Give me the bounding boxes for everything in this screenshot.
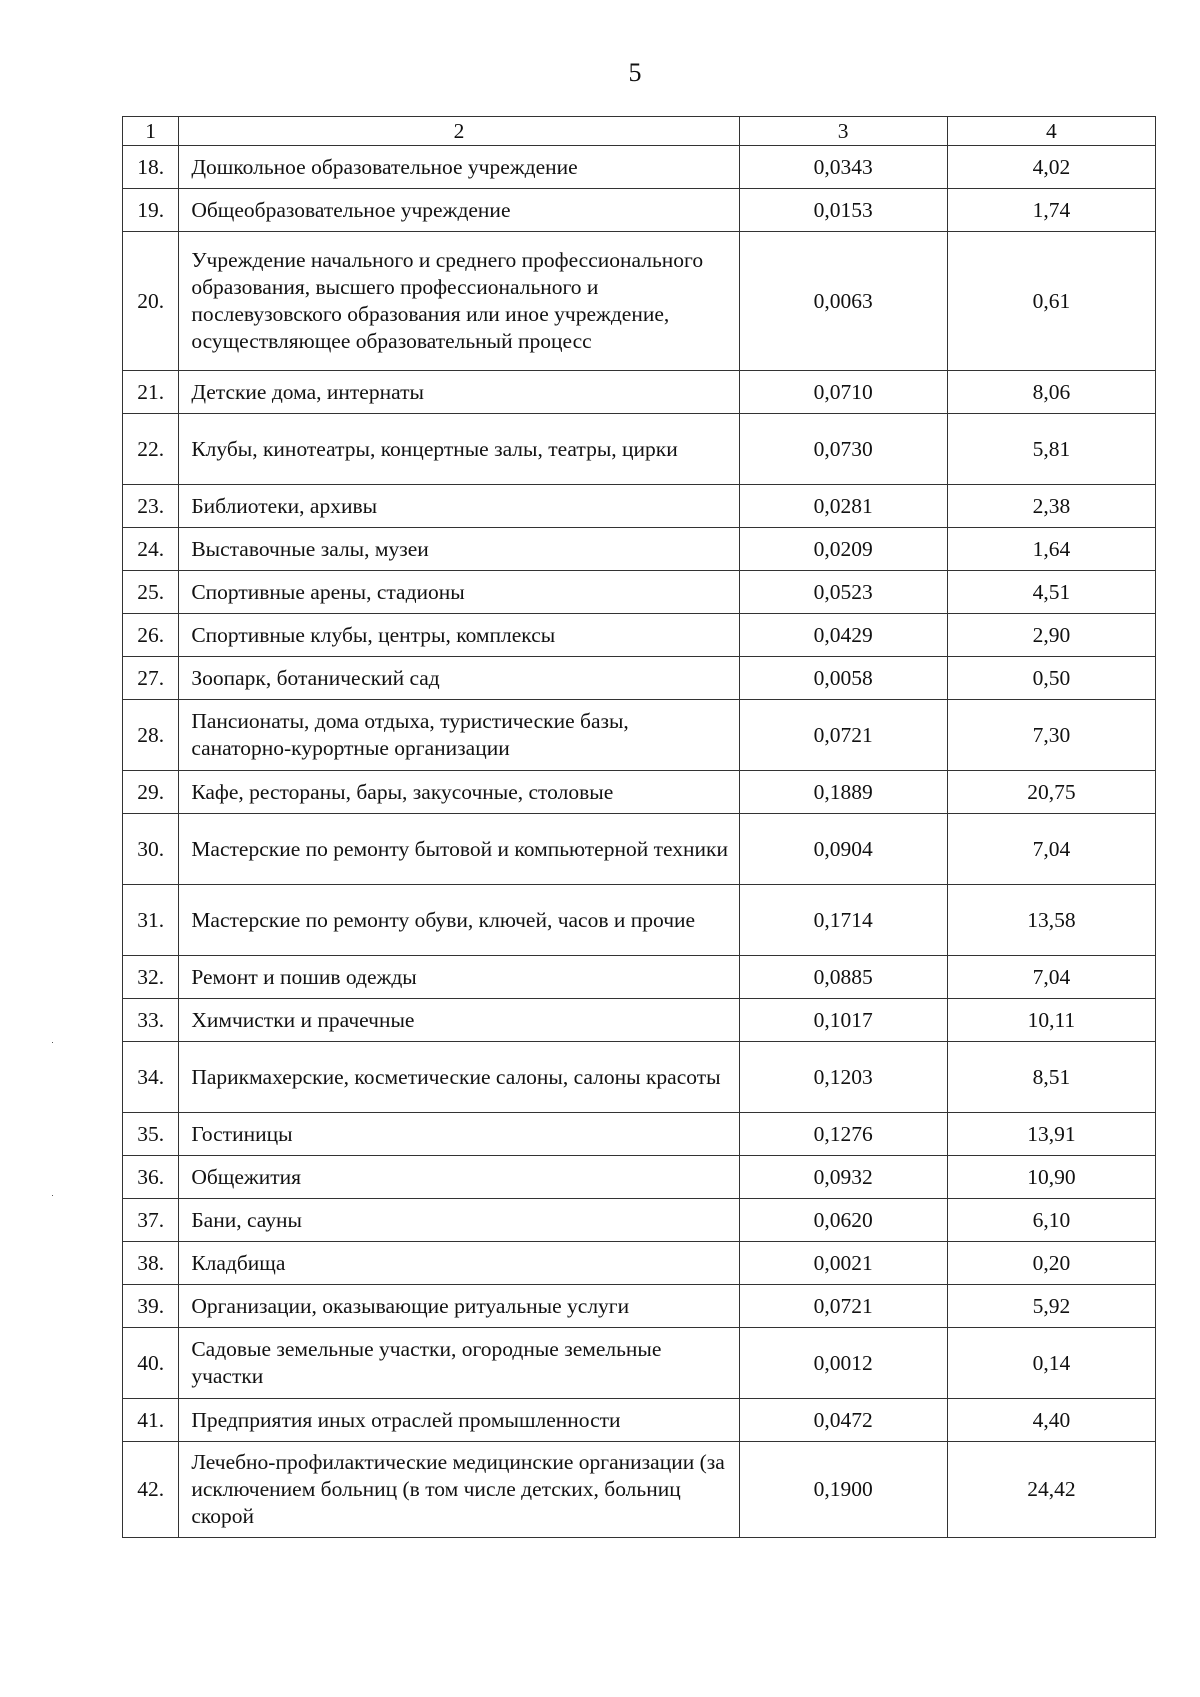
- facility-type-cell: Лечебно-профилактические медицинские организации (за исключением больниц (в том числе детских, больниц скорой: [179, 1442, 739, 1538]
- norm-rate-cell: 8,06: [947, 371, 1155, 414]
- norm-rate-cell: 0,61: [947, 232, 1155, 371]
- norm-value-cell: 0,0620: [739, 1199, 947, 1242]
- table-row: [123, 1442, 1156, 1538]
- row-number-cell: 31.: [123, 885, 179, 956]
- row-number-cell: 29.: [123, 771, 179, 814]
- facility-type-cell: Бани, сауны: [179, 1199, 739, 1242]
- norm-value-cell: 0,0932: [739, 1156, 947, 1199]
- table-row: [123, 485, 1156, 528]
- table-row: [123, 814, 1156, 885]
- scan-speck: [52, 1195, 53, 1196]
- row-number-cell: 41.: [123, 1399, 179, 1442]
- table-row: [123, 700, 1156, 771]
- norm-rate-cell: 6,10: [947, 1199, 1155, 1242]
- norm-value-cell: 0,0904: [739, 814, 947, 885]
- norm-rate-cell: 2,90: [947, 614, 1155, 657]
- norm-rate-cell: 0,20: [947, 1242, 1155, 1285]
- row-number-cell: 25.: [123, 571, 179, 614]
- norm-value-cell: 0,1714: [739, 885, 947, 956]
- norm-rate-cell: 0,14: [947, 1328, 1155, 1399]
- table-row: [123, 657, 1156, 700]
- facility-type-cell: Мастерские по ремонту бытовой и компьютерной техники: [179, 814, 739, 885]
- facility-type-cell: Дошкольное образовательное учреждение: [179, 146, 739, 189]
- norm-rate-cell: 1,64: [947, 528, 1155, 571]
- table-row: [123, 1199, 1156, 1242]
- norms-table: [122, 116, 1156, 1538]
- norm-rate-cell: 2,38: [947, 485, 1155, 528]
- norm-rate-cell: 13,58: [947, 885, 1155, 956]
- row-number-cell: 18.: [123, 146, 179, 189]
- table-row: [123, 571, 1156, 614]
- facility-type-cell: Общеобразовательное учреждение: [179, 189, 739, 232]
- row-number-cell: 36.: [123, 1156, 179, 1199]
- norm-value-cell: 0,1017: [739, 999, 947, 1042]
- norm-value-cell: 0,1900: [739, 1442, 947, 1538]
- table-row: [123, 146, 1156, 189]
- norm-rate-cell: 1,74: [947, 189, 1155, 232]
- row-number-cell: 19.: [123, 189, 179, 232]
- facility-type-cell: Зоопарк, ботанический сад: [179, 657, 739, 700]
- table-row: [123, 999, 1156, 1042]
- table-body: [123, 117, 1156, 1538]
- facility-type-cell: Предприятия иных отраслей промышленности: [179, 1399, 739, 1442]
- norm-value-cell: 0,0281: [739, 485, 947, 528]
- row-number-cell: 30.: [123, 814, 179, 885]
- norm-rate-cell: 7,04: [947, 814, 1155, 885]
- norm-rate-cell: 4,40: [947, 1399, 1155, 1442]
- table-row: [123, 885, 1156, 956]
- norm-rate-cell: 7,04: [947, 956, 1155, 999]
- norm-value-cell: 0,0710: [739, 371, 947, 414]
- facility-type-cell: Садовые земельные участки, огородные земельные участки: [179, 1328, 739, 1399]
- row-number-cell: 35.: [123, 1113, 179, 1156]
- norm-value-cell: 0,0209: [739, 528, 947, 571]
- norm-value-cell: 0,0153: [739, 189, 947, 232]
- norm-rate-cell: 20,75: [947, 771, 1155, 814]
- facility-type-cell: Мастерские по ремонту обуви, ключей, часов и прочие: [179, 885, 739, 956]
- norm-rate-cell: 24,42: [947, 1442, 1155, 1538]
- table-row: [123, 1285, 1156, 1328]
- norm-value-cell: 0,0885: [739, 956, 947, 999]
- row-number-cell: 40.: [123, 1328, 179, 1399]
- table-row: [123, 1399, 1156, 1442]
- facility-type-cell: Организации, оказывающие ритуальные услуги: [179, 1285, 739, 1328]
- norm-value-cell: 0,1889: [739, 771, 947, 814]
- table-row: [123, 771, 1156, 814]
- table-row: [123, 371, 1156, 414]
- norm-rate-cell: 7,30: [947, 700, 1155, 771]
- norm-value-cell: 0,0730: [739, 414, 947, 485]
- norm-value-cell: 0,0058: [739, 657, 947, 700]
- facility-type-cell: Кладбища: [179, 1242, 739, 1285]
- row-number-cell: 27.: [123, 657, 179, 700]
- facility-type-cell: Пансионаты, дома отдыха, туристические базы, санаторно-курортные организации: [179, 700, 739, 771]
- norm-rate-cell: 10,11: [947, 999, 1155, 1042]
- norm-value-cell: 0,1276: [739, 1113, 947, 1156]
- row-number-cell: 23.: [123, 485, 179, 528]
- table-row: [123, 232, 1156, 371]
- row-number-cell: 39.: [123, 1285, 179, 1328]
- norm-rate-cell: 4,51: [947, 571, 1155, 614]
- row-number-cell: 38.: [123, 1242, 179, 1285]
- facility-type-cell: Кафе, рестораны, бары, закусочные, столовые: [179, 771, 739, 814]
- table-row: [123, 956, 1156, 999]
- row-number-cell: 32.: [123, 956, 179, 999]
- row-number-cell: 28.: [123, 700, 179, 771]
- row-number-cell: 37.: [123, 1199, 179, 1242]
- norm-value-cell: 0,0721: [739, 1285, 947, 1328]
- table-row: [123, 1042, 1156, 1113]
- table-row: [123, 1242, 1156, 1285]
- table-row: [123, 414, 1156, 485]
- table-row: [123, 1328, 1156, 1399]
- norm-value-cell: 0,0523: [739, 571, 947, 614]
- header-cell-2: 2: [179, 117, 739, 146]
- row-number-cell: 21.: [123, 371, 179, 414]
- norm-rate-cell: 4,02: [947, 146, 1155, 189]
- facility-type-cell: Учреждение начального и среднего профессионального образования, высшего профессионального и послевузовского образования или иное учреждение, осуществляющее образовательный процесс: [179, 232, 739, 371]
- norm-value-cell: 0,0721: [739, 700, 947, 771]
- row-number-cell: 42.: [123, 1442, 179, 1538]
- norm-value-cell: 0,0429: [739, 614, 947, 657]
- norm-value-cell: 0,1203: [739, 1042, 947, 1113]
- norm-value-cell: 0,0021: [739, 1242, 947, 1285]
- header-cell-1: 1: [123, 117, 179, 146]
- facility-type-cell: Выставочные залы, музеи: [179, 528, 739, 571]
- facility-type-cell: Клубы, кинотеатры, концертные залы, театры, цирки: [179, 414, 739, 485]
- table-row: [123, 528, 1156, 571]
- table-row: [123, 1156, 1156, 1199]
- norm-rate-cell: 0,50: [947, 657, 1155, 700]
- row-number-cell: 26.: [123, 614, 179, 657]
- table-row: [123, 1113, 1156, 1156]
- facility-type-cell: Химчистки и прачечные: [179, 999, 739, 1042]
- norm-value-cell: 0,0012: [739, 1328, 947, 1399]
- facility-type-cell: Общежития: [179, 1156, 739, 1199]
- facility-type-cell: Спортивные арены, стадионы: [179, 571, 739, 614]
- scan-speck: [52, 1042, 53, 1043]
- norm-rate-cell: 10,90: [947, 1156, 1155, 1199]
- norm-rate-cell: 5,92: [947, 1285, 1155, 1328]
- facility-type-cell: Спортивные клубы, центры, комплексы: [179, 614, 739, 657]
- table-header-row: [123, 117, 1156, 146]
- page-number: 5: [628, 58, 642, 87]
- facility-type-cell: Детские дома, интернаты: [179, 371, 739, 414]
- table-row: [123, 189, 1156, 232]
- facility-type-cell: Гостиницы: [179, 1113, 739, 1156]
- row-number-cell: 22.: [123, 414, 179, 485]
- norm-rate-cell: 8,51: [947, 1042, 1155, 1113]
- facility-type-cell: Парикмахерские, косметические салоны, салоны красоты: [179, 1042, 739, 1113]
- row-number-cell: 34.: [123, 1042, 179, 1113]
- norm-value-cell: 0,0343: [739, 146, 947, 189]
- norm-rate-cell: 13,91: [947, 1113, 1155, 1156]
- table-row: [123, 614, 1156, 657]
- header-cell-4: 4: [947, 117, 1155, 146]
- facility-type-cell: Библиотеки, архивы: [179, 485, 739, 528]
- row-number-cell: 20.: [123, 232, 179, 371]
- norm-value-cell: 0,0063: [739, 232, 947, 371]
- facility-type-cell: Ремонт и пошив одежды: [179, 956, 739, 999]
- row-number-cell: 24.: [123, 528, 179, 571]
- norm-rate-cell: 5,81: [947, 414, 1155, 485]
- row-number-cell: 33.: [123, 999, 179, 1042]
- norm-value-cell: 0,0472: [739, 1399, 947, 1442]
- header-cell-3: 3: [739, 117, 947, 146]
